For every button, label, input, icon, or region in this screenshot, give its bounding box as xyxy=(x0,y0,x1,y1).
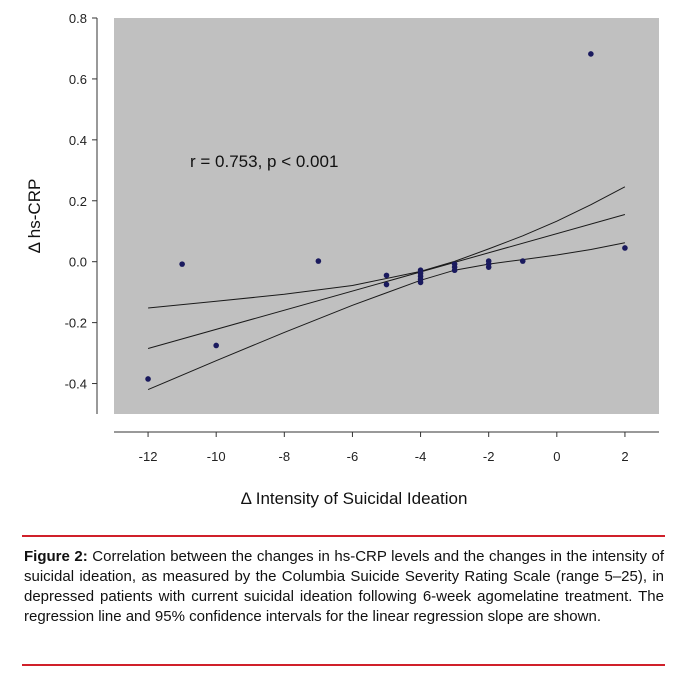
data-point xyxy=(588,51,594,57)
x-tick-label: 2 xyxy=(621,449,629,464)
x-tick-label: -10 xyxy=(206,449,226,464)
data-point xyxy=(179,261,185,267)
y-tick-label: 0.2 xyxy=(68,193,87,209)
data-point xyxy=(145,376,151,382)
x-tick-label: -8 xyxy=(278,449,291,464)
x-tick-label: -12 xyxy=(138,449,158,464)
x-tick-label: -6 xyxy=(346,449,359,464)
correlation-annotation: r = 0.753, p < 0.001 xyxy=(190,152,339,171)
plot-area xyxy=(114,18,659,414)
data-point xyxy=(384,282,390,288)
data-point xyxy=(213,343,219,349)
figure-caption xyxy=(24,547,664,627)
data-point xyxy=(418,280,424,286)
data-point xyxy=(452,267,458,273)
caption-top-rule xyxy=(22,535,665,537)
data-point xyxy=(622,245,628,251)
y-tick-label: 0.4 xyxy=(68,132,87,148)
data-point xyxy=(384,273,390,279)
data-point xyxy=(316,258,322,264)
y-tick-label: -0.4 xyxy=(64,376,87,392)
caption-bottom-rule xyxy=(22,664,665,666)
x-tick-label: -4 xyxy=(414,449,427,464)
y-tick-label: 0.0 xyxy=(68,254,87,270)
y-tick-label: 0.6 xyxy=(68,71,87,87)
y-tick-label: 0.8 xyxy=(68,11,87,26)
y-tick-label: -0.2 xyxy=(64,315,87,331)
x-tick-label: -2 xyxy=(482,449,495,464)
data-point xyxy=(520,258,526,264)
y-axis-title: Δ hs-CRP xyxy=(25,178,44,254)
data-point xyxy=(486,264,492,270)
caption-label: Figure 2: xyxy=(24,548,88,565)
caption-text: Correlation between the changes in hs-CRP levels and the changes in the intensity of suicidal ideation, as measured by the Columbia Suicide Severity Rating Scale (range 5–25), in depressed patients with current suicidal ideation following 6-week agomelatine treatment. The regression line and 95% confidence intervals for the linear regression slope are shown. xyxy=(24,548,665,625)
x-tick-label: 0 xyxy=(553,449,561,464)
x-axis-title: Δ Intensity of Suicidal Ideation xyxy=(240,489,468,508)
